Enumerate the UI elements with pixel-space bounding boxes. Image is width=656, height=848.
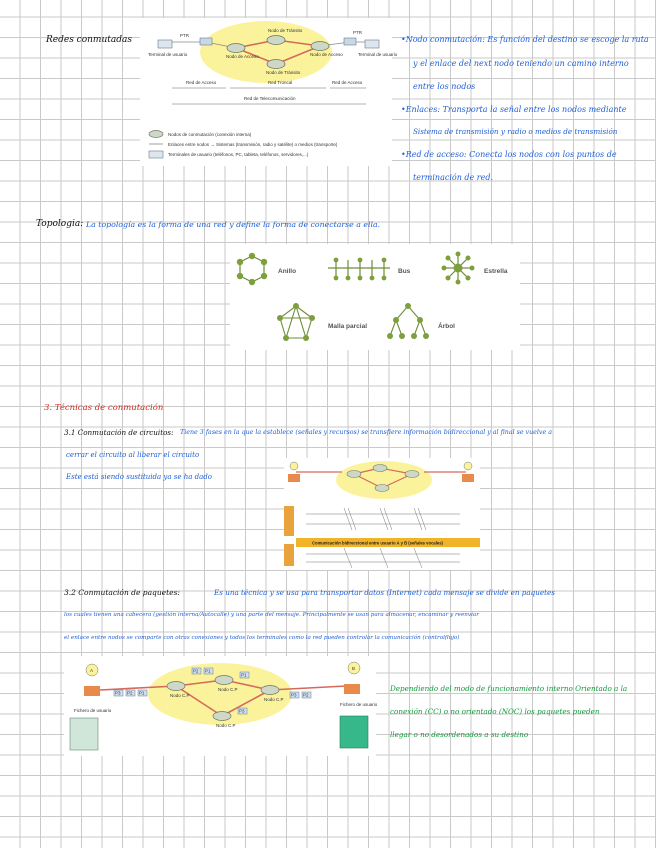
note-line-5: Sistema de transmisión y radio o medios de transmisión: [413, 127, 618, 136]
legend-terminales: Terminales de usuario (teléfonos, PC, tableta, teléfonos, servidores,...): [168, 152, 309, 157]
red-troncal-label: Red Troncal: [268, 80, 293, 85]
packet-p3-c: P3: [239, 708, 245, 714]
terminal-left-label: Terminal de usuario: [148, 52, 188, 57]
note-line-1: •Nodo conmutación: Es función del destino se escoge la ruta: [401, 35, 649, 44]
pts-left-label: PTR: [180, 33, 189, 38]
fichero-right-label: Fichero de usuario: [340, 702, 378, 707]
nodo-cp-3: [261, 686, 279, 695]
red-telecom-label: Red de Telecomunicación: [244, 96, 296, 101]
red-acceso-right-label: Red de Acceso: [332, 80, 363, 85]
s31-title: 3.1 Conmutación de circuitos:: [64, 428, 174, 437]
label-malla: Malla parcial: [328, 323, 368, 330]
heading-topologia: Topologia:: [36, 219, 84, 229]
label-bus: Bus: [398, 268, 411, 275]
nodo-label-3: Nodo C.P: [264, 697, 284, 702]
figure-conmutacion-paquetes: [64, 656, 376, 756]
legend-enlaces: Enlaces entre nodos → Sistemas (transmisión, radio y satélite) o medios (transporte): [168, 142, 338, 147]
topologia-text: La topología es la forma de una red y define la forma de conectarse a ella.: [86, 220, 381, 229]
nodo-cp-4: [213, 712, 231, 721]
s31-line-2: cerrar el circuito al liberar el circuito: [66, 451, 200, 459]
label-a: A: [90, 668, 94, 673]
nodo-transito-top: [267, 36, 285, 45]
label-estrella: Estrella: [484, 268, 508, 275]
s32-note-1: Dependiendo del modo de funcionamiento interno Orientado a la: [390, 684, 628, 693]
packet-p2-c: P2: [303, 692, 309, 698]
note-line-4: •Enlaces: Transporta la señal entre los nodos mediante: [401, 105, 627, 114]
fichero-left-icon: [70, 718, 98, 750]
packet-p3-a: P3: [115, 690, 121, 696]
s32-title: 3.2 Conmutación de paquetes:: [64, 588, 180, 597]
topologia-anillo-icon: [240, 256, 264, 282]
nodo-transito-top-label: Nodo de Tránsito: [268, 28, 303, 33]
heading-tecnicas-conmutacion: 3. Técnicas de conmutación: [44, 403, 164, 413]
s32-line-2: los cuales tienen una cabecera (gestión interna/Autocalle) y una parte del mensaje. Principalmente se usan para almacenar, encaminar y reenviar: [64, 612, 479, 618]
fichero-right-icon: [340, 716, 368, 748]
s32-line-3: el enlace entre nodos se comparte con otras conexiones y todos los terminales como la red pueden controlar la comunicación (controlflujo): [64, 635, 460, 641]
figure-topologias: [230, 244, 520, 350]
s31-line-3: Este está siendo sustituida ya se ha dado: [66, 473, 212, 481]
heading-redes-conmutadas: Redes conmutadas: [46, 35, 132, 45]
fichero-left-label: Fichero de usuario: [74, 708, 112, 713]
legend-nodos: Nodos de conmutación (conexión interna): [168, 132, 252, 137]
packet-p1-b: P1: [205, 668, 211, 674]
s31-line-1: Tiene 3 fases en la que la establece (señales y recursos) se transfiere información bidireccional y al final se vuelve a: [180, 429, 552, 436]
figure-red-telecomunicacion: [140, 18, 398, 166]
nodo-transito-bottom: [267, 60, 285, 69]
nodo-cp-1: [167, 682, 185, 691]
label-anillo: Anillo: [278, 268, 297, 275]
note-line-3: entre los nodos: [413, 82, 476, 91]
label-arbol: Árbol: [438, 323, 455, 330]
nodo-cp-2: [215, 676, 233, 685]
packet-p1-c: P1: [241, 672, 247, 678]
s32-line-1: Es una técnica y se usa para transportar datos (Internet) cada mensaje se divide en paquetes: [214, 588, 555, 597]
packet-p3-b: P3: [291, 692, 297, 698]
packet-p2-b: P2: [193, 668, 199, 674]
topologia-malla-icon: [280, 306, 312, 338]
packet-p2-a: P2: [127, 690, 133, 696]
note-line-2: y el enlace del next nodo teniendo un camino interno: [413, 59, 629, 68]
nodo-acceso-left: [227, 44, 245, 53]
s32-note-3: llegar o no desordenados a su destino: [390, 730, 529, 739]
terminal-right-label: Terminal de usuario: [358, 52, 398, 57]
nodo-transito-bottom-label: Nodo de Tránsito: [266, 70, 301, 75]
label-b: B: [352, 666, 356, 671]
topologia-bus-icon: [328, 260, 390, 276]
nodo-acceso-right-label: Nodo de Acceso: [310, 52, 343, 57]
nodo-label-4: Nodo C.P: [216, 723, 236, 728]
nodo-acceso-left-label: Nodo de Acceso: [226, 54, 259, 59]
note-line-7: terminación de red.: [413, 173, 494, 182]
note-line-6: •Red de acceso: Conecta los nodos con los puntos de: [401, 150, 617, 159]
packet-p1-a: P1: [139, 690, 145, 696]
red-acceso-left-label: Red de Acceso: [186, 80, 217, 85]
pts-right-label: PTR: [353, 30, 362, 35]
figure-conmutacion-circuitos: [284, 458, 480, 570]
s32-note-2: conexión (CC) o no orientado (NOC) los paquetes pueden: [390, 707, 600, 716]
nodo-acceso-right: [311, 42, 329, 51]
nodo-label-2: Nodo C.P: [218, 687, 238, 692]
nodo-label-1: Nodo C.P: [170, 693, 190, 698]
circuit-bar-label: Comunicación bidireccional entre usuario A y B (señales vocales): [312, 540, 443, 546]
